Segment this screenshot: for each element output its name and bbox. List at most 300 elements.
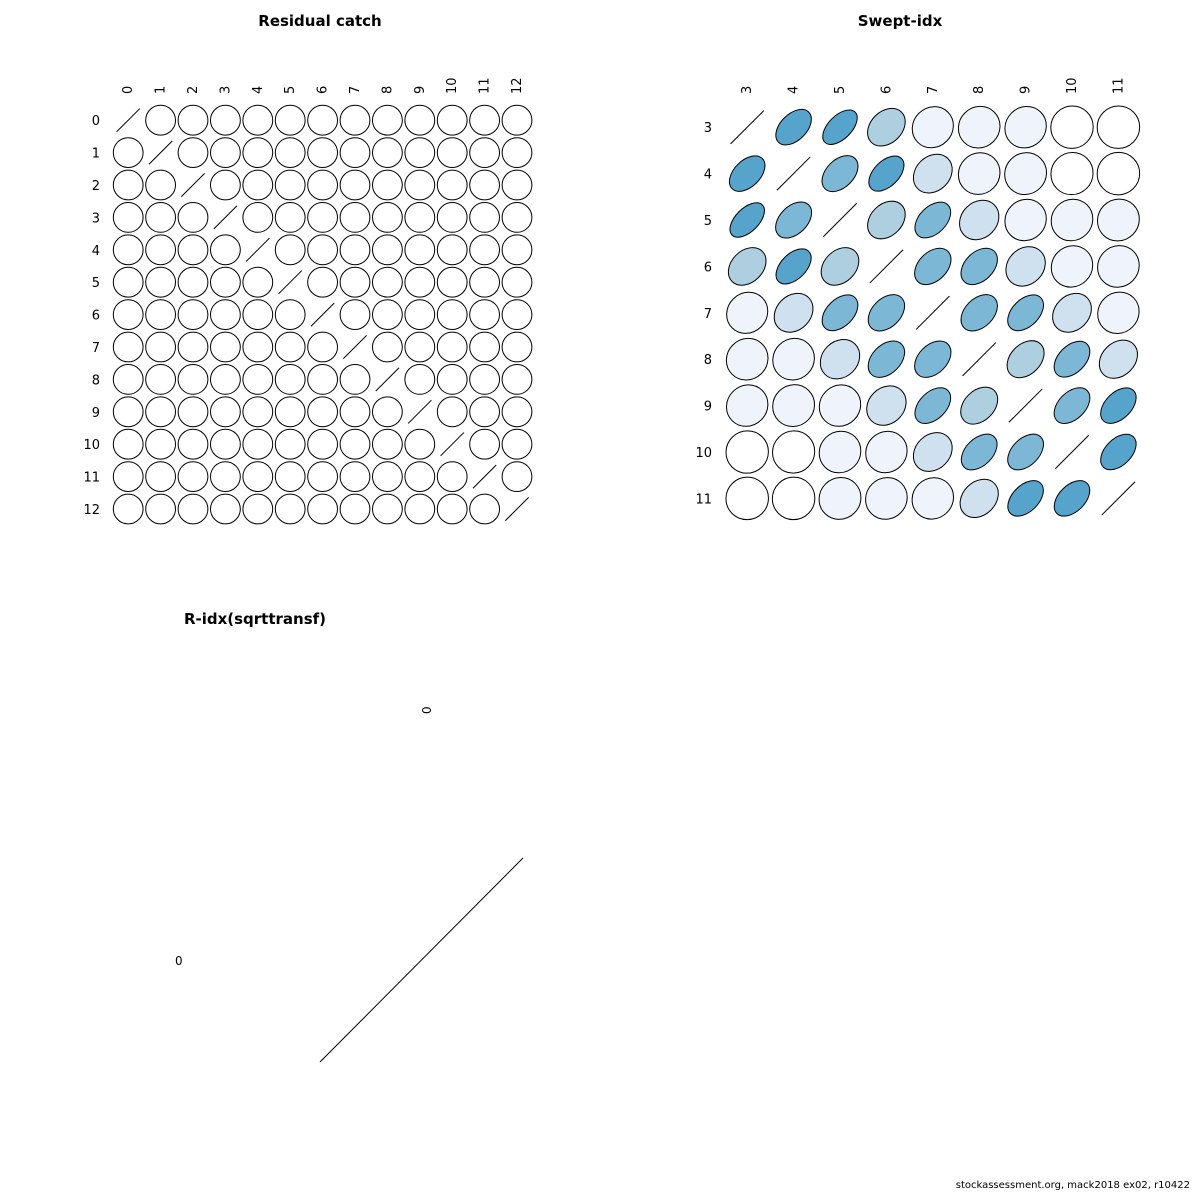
y-tick-label: 4 [703,167,712,183]
correlation-ellipse [464,326,506,368]
correlation-ellipse [496,132,538,174]
correlation-ellipse [952,472,1006,526]
x-tick-label: 4 [250,85,266,94]
correlation-ellipse [1094,428,1143,477]
diagonal-marker [823,203,856,236]
correlation-ellipse [204,294,246,336]
correlation-ellipse [496,391,538,433]
x-tick-label: 3 [740,85,756,94]
correlation-ellipse [237,326,279,368]
correlation-ellipse [1042,97,1102,157]
correlation-ellipse [766,286,821,341]
diagonal-marker [408,400,431,423]
correlation-ellipse [857,469,916,528]
correlation-ellipse [464,294,506,336]
correlation-ellipse [431,164,473,206]
correlation-ellipse [107,423,149,465]
correlation-ellipse [769,195,819,245]
correlation-ellipse [140,423,182,465]
correlation-ellipse [204,99,246,141]
correlation-ellipse [724,197,771,244]
correlation-ellipse [302,99,344,141]
y-tick-label: 6 [703,260,712,276]
correlation-ellipse [996,191,1055,250]
correlation-ellipse [204,358,246,400]
x-tick-label: 4 [786,85,802,94]
correlation-ellipse [269,132,311,174]
correlation-ellipse [237,132,279,174]
correlation-ellipse [996,144,1055,203]
y-tick-label: 5 [91,276,100,292]
correlation-ellipse [954,288,1004,338]
correlation-ellipse [366,488,408,530]
correlation-ellipse [431,358,473,400]
correlation-ellipse [464,261,506,303]
correlation-ellipse [464,229,506,271]
correlation-ellipse [717,422,777,482]
correlation-ellipse [366,391,408,433]
correlation-ellipse [366,294,408,336]
correlation-ellipse [172,132,214,174]
correlation-ellipse [269,391,311,433]
diagonal-marker [1055,435,1088,468]
correlation-ellipse [269,164,311,206]
correlation-ellipse [464,196,506,238]
correlation-ellipse [302,229,344,271]
diagonal-marker [343,335,366,358]
correlation-ellipse [107,196,149,238]
correlation-matrix-r-idx-sqrttransf [60,590,580,1110]
correlation-ellipse [107,488,149,530]
correlation-ellipse [764,468,824,528]
correlation-ellipse [904,469,963,528]
correlation-ellipse [366,261,408,303]
correlation-ellipse [172,358,214,400]
correlation-ellipse [1092,332,1146,386]
correlation-ellipse [302,358,344,400]
correlation-ellipse [399,196,441,238]
correlation-ellipse [860,194,913,247]
correlation-ellipse [140,261,182,303]
diagonal-marker [376,368,399,391]
correlation-ellipse [237,261,279,303]
diagonal-marker [1102,482,1135,515]
correlation-ellipse [764,422,824,482]
correlation-matrix-residual-catch [60,40,580,540]
x-tick-label: 9 [1018,85,1034,94]
x-tick-label: 8 [972,85,988,94]
correlation-ellipse [860,101,913,154]
y-tick-label: 8 [91,373,100,389]
x-tick-label: 5 [283,85,299,94]
correlation-ellipse [366,132,408,174]
x-tick-label: 9 [412,85,428,94]
correlation-ellipse [140,196,182,238]
y-tick-label: 10 [83,438,100,454]
correlation-ellipse [204,423,246,465]
correlation-ellipse [464,132,506,174]
correlation-ellipse [366,326,408,368]
y-tick-label: 4 [91,243,100,259]
correlation-ellipse [107,326,149,368]
correlation-ellipse [172,488,214,530]
correlation-ellipse [399,326,441,368]
correlation-ellipse [237,99,279,141]
diagonal-marker [731,111,764,144]
correlation-ellipse [1001,288,1050,337]
correlation-ellipse [496,164,538,206]
correlation-ellipse [204,488,246,530]
correlation-ellipse [237,456,279,498]
correlation-ellipse [862,150,910,198]
diagonal-marker [1009,389,1042,422]
correlation-ellipse [908,241,958,291]
y-tick-label: 2 [91,179,100,194]
correlation-ellipse [1088,144,1148,204]
correlation-ellipse [496,196,538,238]
correlation-ellipse [496,99,538,141]
correlation-ellipse [955,427,1004,476]
correlation-ellipse [496,294,538,336]
y-tick-label: 8 [703,353,712,369]
correlation-ellipse [1094,381,1143,430]
y-tick-label: 7 [703,306,712,322]
correlation-ellipse [302,326,344,368]
panel-residual-catch [60,0,580,560]
correlation-ellipse [908,381,957,430]
correlation-ellipse [107,294,149,336]
x-tick-label: 1 [153,85,169,94]
correlation-matrix-swept-idx [640,40,1160,540]
correlation-ellipse [172,99,214,141]
correlation-ellipse [204,456,246,498]
correlation-ellipse [302,488,344,530]
y-tick-label: 12 [83,503,100,518]
correlation-ellipse [1001,474,1050,523]
correlation-ellipse [172,326,214,368]
diagonal-marker [963,343,996,376]
correlation-ellipse [464,488,506,530]
correlation-ellipse [140,358,182,400]
correlation-ellipse [764,376,823,435]
correlation-ellipse [953,380,1005,432]
correlation-ellipse [1048,474,1097,523]
correlation-ellipse [204,391,246,433]
correlation-ellipse [366,456,408,498]
correlation-ellipse [366,229,408,271]
correlation-ellipse [950,98,1009,157]
correlation-ellipse [496,326,538,368]
correlation-ellipse [334,229,376,271]
correlation-ellipse [204,164,246,206]
correlation-ellipse [431,229,473,271]
diagonal-marker [117,109,140,132]
correlation-ellipse [269,294,311,336]
correlation-ellipse [399,132,441,174]
correlation-ellipse [464,358,506,400]
diagonal-marker [181,173,204,196]
diagonal-marker [246,238,269,261]
correlation-ellipse [1089,284,1148,343]
correlation-ellipse [812,331,867,386]
diagonal-marker [916,296,949,329]
x-tick-label: 11 [477,77,493,94]
panel-title-r-idx-sqrttransf: R-idx(sqrttransf) [183,610,327,628]
panel-title-swept-idx: Swept-idx [857,12,943,30]
correlation-ellipse [172,391,214,433]
correlation-ellipse [906,146,961,201]
x-tick-label: 2 [186,85,201,94]
correlation-ellipse [810,469,869,528]
correlation-ellipse [269,423,311,465]
x-tick-label: 0 [121,85,137,94]
correlation-ellipse [431,294,473,336]
correlation-ellipse [496,423,538,465]
correlation-ellipse [718,330,777,389]
correlation-ellipse [140,391,182,433]
correlation-ellipse [464,423,506,465]
correlation-ellipse [172,196,214,238]
diagonal-marker [214,206,237,229]
correlation-ellipse [107,391,149,433]
correlation-ellipse [204,229,246,271]
correlation-ellipse [399,488,441,530]
correlation-ellipse [1089,237,1148,296]
correlation-ellipse [431,488,473,530]
correlation-ellipse [237,391,279,433]
correlation-ellipse [723,149,772,198]
correlation-ellipse [399,229,441,271]
correlation-ellipse [814,240,867,293]
correlation-ellipse [269,488,311,530]
correlation-ellipse [334,358,376,400]
correlation-ellipse [107,358,149,400]
correlation-ellipse [717,468,777,528]
correlation-ellipse [998,239,1053,294]
correlation-ellipse [204,326,246,368]
correlation-ellipse [204,261,246,303]
footer-credit: stockassessment.org, mack2018 ex02, r10422 [955,1180,1190,1191]
correlation-ellipse [718,376,777,435]
correlation-ellipse [172,229,214,271]
correlation-ellipse [464,164,506,206]
correlation-ellipse [1089,190,1148,249]
correlation-ellipse [334,391,376,433]
x-tick-label: 11 [1111,77,1127,94]
correlation-ellipse [302,261,344,303]
panel-r-idx-sqrttransf [60,590,580,1110]
correlation-ellipse [951,192,1006,247]
x-tick-label: 8 [380,85,396,94]
diagonal-marker [311,303,334,326]
correlation-ellipse [954,241,1004,291]
correlation-ellipse [1043,237,1102,296]
panel-title-residual-catch: Residual catch [258,12,382,30]
correlation-ellipse [1000,333,1052,385]
y-tick-label: 3 [91,211,100,227]
correlation-ellipse [431,391,473,433]
correlation-ellipse [269,229,311,271]
correlation-ellipse [334,294,376,336]
correlation-ellipse [399,456,441,498]
correlation-ellipse [140,488,182,530]
x-tick-label-r-idx: 0 [420,706,434,714]
correlation-ellipse [811,376,870,435]
correlation-ellipse [399,99,441,141]
correlation-ellipse [464,99,506,141]
correlation-ellipse [431,261,473,303]
correlation-ellipse [431,326,473,368]
correlation-ellipse [140,99,182,141]
correlation-ellipse [334,488,376,530]
correlation-ellipse [496,261,538,303]
x-tick-label: 10 [445,77,461,94]
x-tick-label: 5 [833,85,848,94]
diagonal-marker [149,141,172,164]
diagonal-marker [320,858,523,1062]
correlation-ellipse [431,196,473,238]
correlation-ellipse [107,132,149,174]
y-tick-label: 11 [83,470,100,486]
correlation-ellipse [718,284,776,342]
correlation-ellipse [302,164,344,206]
correlation-ellipse [399,358,441,400]
correlation-ellipse [107,164,149,206]
correlation-ellipse [237,488,279,530]
correlation-ellipse [1045,286,1100,341]
correlation-ellipse [861,288,911,338]
correlation-ellipse [906,425,961,480]
correlation-ellipse [366,423,408,465]
correlation-ellipse [366,164,408,206]
correlation-ellipse [1001,427,1050,476]
x-tick-label: 6 [315,85,331,94]
correlation-ellipse [908,195,957,244]
correlation-ellipse [1042,144,1102,204]
y-tick-label: 1 [91,146,100,162]
correlation-ellipse [1047,381,1096,430]
correlation-ellipse [172,456,214,498]
correlation-ellipse [431,99,473,141]
correlation-ellipse [237,423,279,465]
correlation-ellipse [431,456,473,498]
correlation-ellipse [399,164,441,206]
x-tick-label: 7 [348,85,363,94]
correlation-ellipse [334,261,376,303]
y-tick-label-r-idx: 0 [175,954,183,968]
correlation-ellipse [334,196,376,238]
correlation-ellipse [172,261,214,303]
correlation-ellipse [764,330,823,389]
correlation-ellipse [107,229,149,271]
diagonal-marker [777,157,810,190]
correlation-ellipse [399,261,441,303]
correlation-ellipse [334,164,376,206]
correlation-ellipse [721,240,774,293]
y-tick-label: 0 [91,114,100,130]
y-tick-label: 3 [703,121,712,137]
correlation-ellipse [769,103,818,152]
correlation-ellipse [237,294,279,336]
correlation-ellipse [237,164,279,206]
correlation-ellipse [334,132,376,174]
panel-swept-idx [640,0,1160,560]
correlation-ellipse [172,423,214,465]
correlation-ellipse [431,132,473,174]
correlation-ellipse [269,196,311,238]
correlation-ellipse [140,294,182,336]
x-tick-label: 10 [1065,77,1080,94]
x-tick-label: 12 [510,77,525,94]
correlation-ellipse [334,99,376,141]
correlation-ellipse [366,196,408,238]
correlation-ellipse [107,261,149,303]
correlation-ellipse [302,456,344,498]
y-tick-label: 9 [91,405,100,421]
correlation-ellipse [269,326,311,368]
correlation-ellipse [334,423,376,465]
correlation-ellipse [334,456,376,498]
diagonal-marker [279,271,302,294]
correlation-ellipse [107,456,149,498]
x-tick-label: 7 [925,85,941,94]
correlation-ellipse [857,423,916,482]
correlation-ellipse [861,334,911,384]
correlation-ellipse [269,456,311,498]
diagonal-marker [870,250,903,283]
diagonal-marker [441,433,464,456]
correlation-ellipse [496,456,538,498]
correlation-ellipse [269,358,311,400]
correlation-ellipse [237,358,279,400]
correlation-ellipse [1088,97,1148,157]
y-tick-label: 11 [695,492,712,508]
x-tick-label: 3 [218,85,234,94]
correlation-ellipse [399,294,441,336]
correlation-ellipse [140,164,182,206]
correlation-ellipse [859,378,914,433]
correlation-ellipse [140,456,182,498]
y-tick-label: 5 [703,214,712,229]
correlation-ellipse [204,132,246,174]
correlation-ellipse [302,132,344,174]
correlation-ellipse [1043,191,1102,250]
correlation-ellipse [172,294,214,336]
y-tick-label: 10 [695,446,712,461]
correlation-ellipse [140,229,182,271]
correlation-ellipse [302,391,344,433]
correlation-ellipse [815,149,865,199]
correlation-ellipse [908,334,958,384]
correlation-ellipse [496,229,538,271]
correlation-ellipse [817,104,864,151]
correlation-ellipse [140,326,182,368]
correlation-ellipse [366,99,408,141]
correlation-ellipse [269,99,311,141]
correlation-ellipse [237,196,279,238]
correlation-ellipse [904,98,962,156]
x-tick-label: 6 [879,85,895,94]
correlation-ellipse [815,288,864,337]
y-tick-label: 9 [703,399,712,415]
correlation-ellipse [464,391,506,433]
correlation-ellipse [302,196,344,238]
correlation-ellipse [302,423,344,465]
correlation-ellipse [996,98,1055,157]
correlation-ellipse [811,423,870,482]
diagonal-marker [473,465,496,488]
correlation-ellipse [496,358,538,400]
